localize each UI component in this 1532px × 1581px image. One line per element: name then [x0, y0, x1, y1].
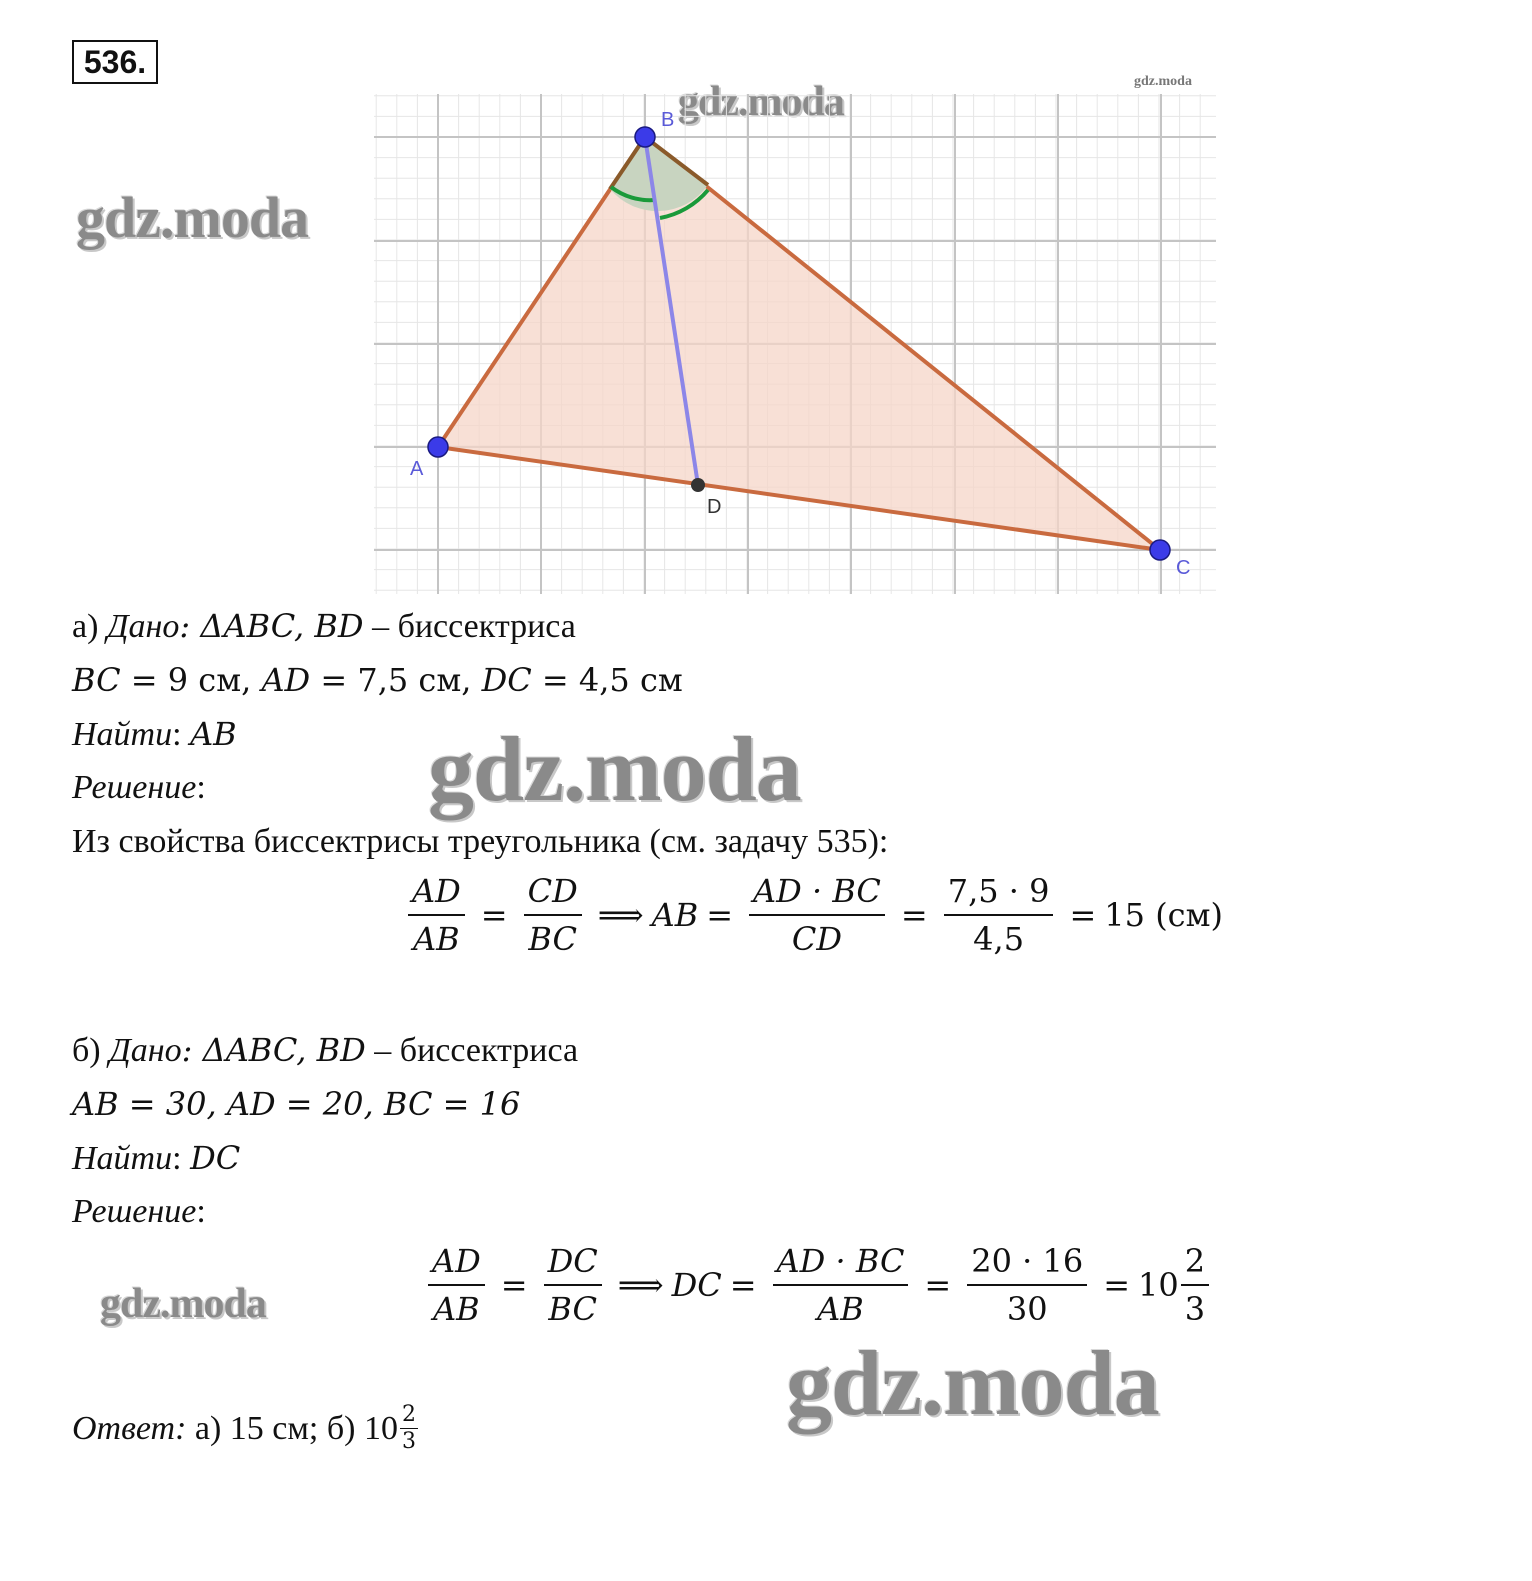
label-c: C — [1176, 557, 1191, 579]
label-a: A — [410, 458, 424, 480]
part-a-solution-label: Решение: — [72, 769, 206, 806]
watermark: gdz.moda — [678, 79, 844, 125]
part-b-data: AB = 30, AD = 20, BC = 16 — [72, 1085, 521, 1123]
watermark: gdz.moda — [76, 185, 309, 250]
point-d — [691, 478, 705, 492]
part-b-solution-label: Решение: — [72, 1193, 206, 1230]
part-b-given: б) Дано: ΔABC, BD – биссектриса — [72, 1031, 579, 1069]
label-d: D — [707, 496, 722, 518]
answer: Ответ: а) 15 см; б) 10 $\frac{2}{3}$ — [72, 1402, 416, 1454]
vertex-c — [1150, 540, 1170, 560]
part-a-formula: $\frac{AD}{AB}$ = $\frac{CD}{BC}$ ⟹ AB = $\frac{AD \cdot BC}{CD}$ = $\frac{7,5 \cdot 9}{4,5}$ = 15 (см) — [400, 868, 1223, 962]
problem-number: 536. — [72, 40, 158, 84]
triangle-figure — [0, 0, 1532, 600]
part-a-find: Найти: AB — [72, 715, 237, 753]
part-a-given: а) Дано: ΔABC, BD – биссектриса — [72, 607, 576, 645]
vertex-b — [635, 127, 655, 147]
watermark: gdz.moda — [100, 1281, 266, 1327]
watermark-tiny: gdz.moda — [1134, 74, 1192, 89]
watermark: gdz.moda — [786, 1332, 1159, 1434]
part-b-find: Найти: DC — [72, 1139, 241, 1177]
part-a-data: BC = 9 см, AD = 7,5 см, DC = 4,5 см — [72, 661, 683, 699]
part-a-property: Из свойства биссектрисы треугольника (см. задачу 535): — [72, 823, 889, 860]
vertex-a — [428, 437, 448, 457]
label-b: B — [661, 109, 675, 131]
watermark: gdz.moda — [428, 718, 801, 820]
part-b-formula: $\frac{AD}{AB}$ = $\frac{DC}{BC}$ ⟹ DC = $\frac{AD \cdot BC}{AB}$ = $\frac{20 \cdot 16}{30}$ = 10 $\frac{2}{3}$ — [420, 1238, 1217, 1332]
